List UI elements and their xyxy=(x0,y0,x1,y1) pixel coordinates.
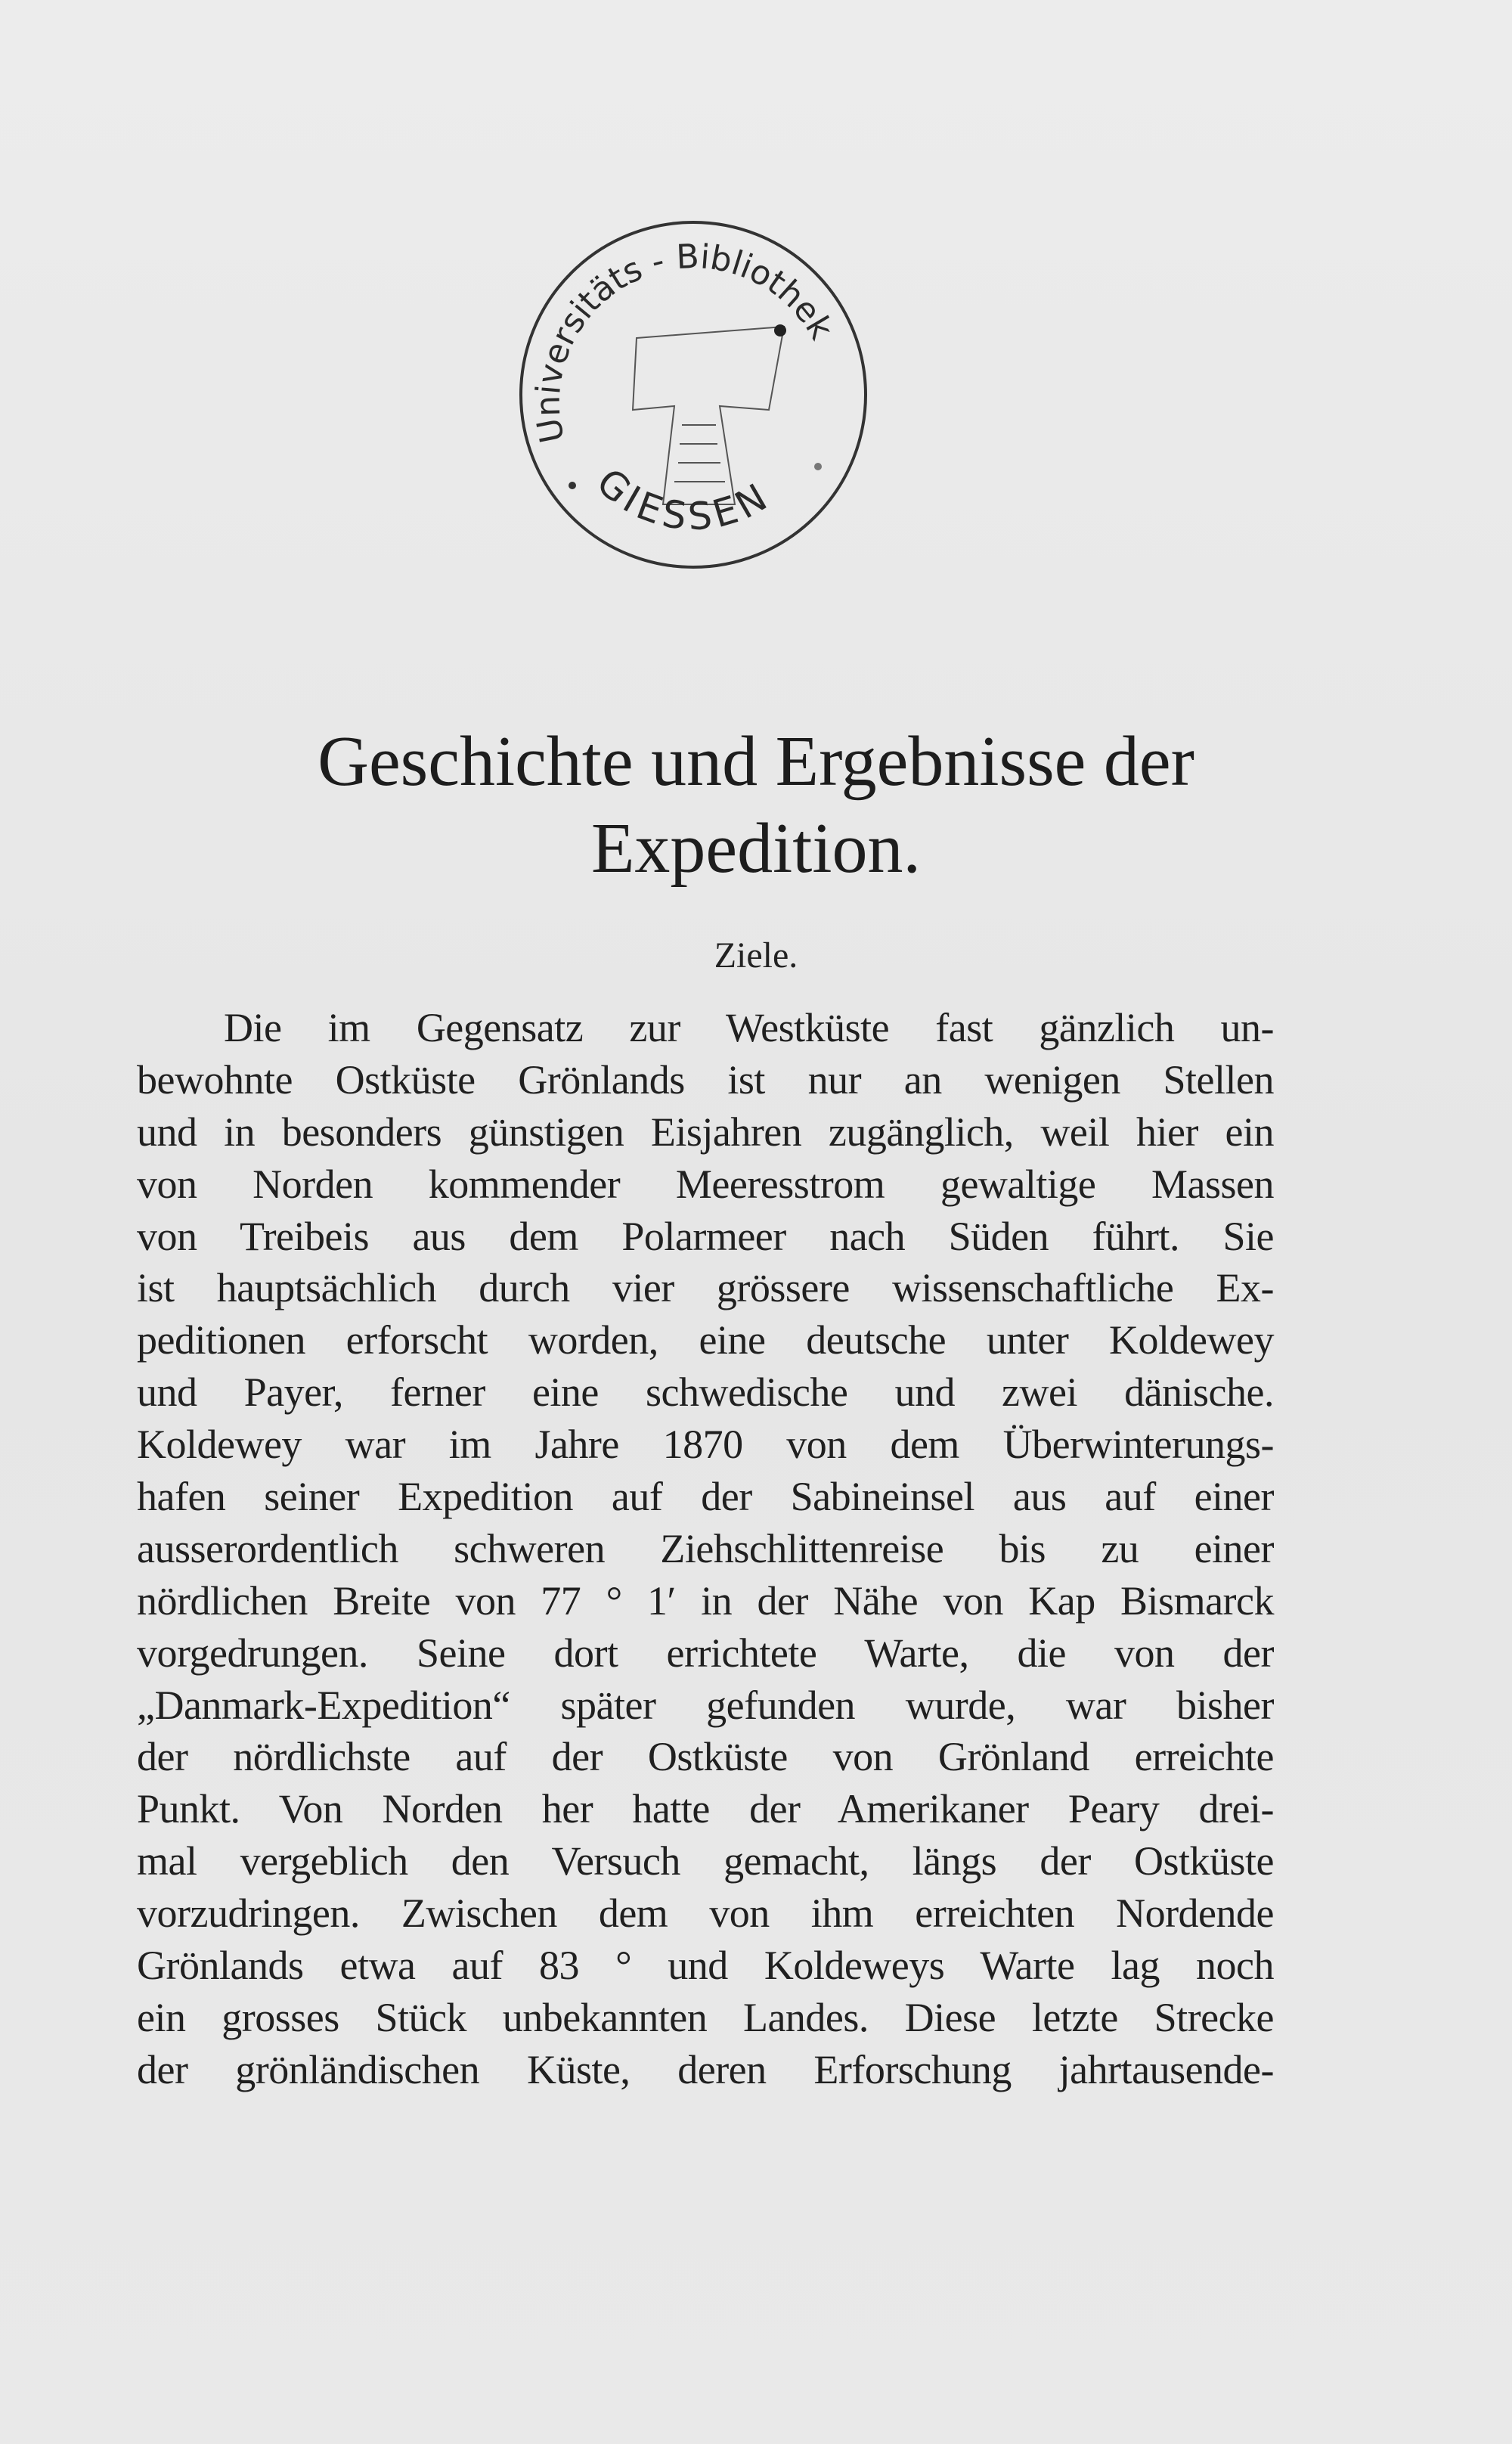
text-line: vorgedrungen. Seine dort errichtete Warte, die von der xyxy=(137,1630,1274,1676)
text-line: von Norden kommender Meeresstrom gewaltige Massen xyxy=(137,1161,1274,1207)
text-line: peditionen erforscht worden, eine deutsche unter Koldewey xyxy=(137,1317,1274,1363)
text-line: hafen seiner Expedition auf der Sabineinsel aus auf einer xyxy=(137,1474,1274,1520)
stamp-bottom-text: GIESSEN xyxy=(588,460,779,539)
svg-text:GIESSEN xyxy=(588,460,778,539)
text-line: und in besonders günstigen Eisjahren zugänglich, weil hier ein xyxy=(137,1109,1274,1155)
text-line: bewohnte Ostküste Grönlands ist nur an wenigen Stellen xyxy=(137,1056,1274,1103)
text-line: Grönlands etwa auf 83 ° und Koldeweys Warte lag noch xyxy=(137,1943,1274,1989)
text-line: von Treibeis aus dem Polarmeer nach Süden führt. Sie xyxy=(137,1213,1274,1259)
text-line: Die im Gegensatz zur Westküste fast gänzlich un- xyxy=(224,1005,1274,1050)
stamp-top-text: Universitäts - Bibliothek xyxy=(528,237,841,446)
text-line: vorzudringen. Zwischen dem von ihm erreichten Nordende xyxy=(137,1890,1274,1937)
body-text xyxy=(137,1002,1274,2096)
text-line: der grönländischen Küste, deren Erforschung jahrtausende- xyxy=(137,2046,1274,2092)
section-heading: Ziele. xyxy=(714,935,798,975)
text-line: ausserordentlich schweren Ziehschlittenreise bis zu einer xyxy=(137,1525,1274,1571)
text-line: ist hauptsächlich durch vier grössere wissenschaftliche Ex- xyxy=(137,1265,1274,1311)
text-line: der nördlichste auf der Ostküste von Grönland erreichte xyxy=(137,1734,1274,1780)
text-line: ein grosses Stück unbekannten Landes. Diese letzte Strecke xyxy=(137,1994,1274,2040)
text-line: Punkt. Von Norden her hatte der Amerikaner Peary drei- xyxy=(137,1786,1274,1832)
chapter-title-line-1: Geschichte und Ergebnisse der xyxy=(318,722,1194,801)
text-line: nördlichen Breite von 77 ° 1′ in der Nähe von Kap Bismarck xyxy=(137,1577,1274,1624)
text-line: mal vergeblich den Versuch gemacht, längs der Ostküste xyxy=(137,1838,1274,1884)
chapter-title-line-2: Expedition. xyxy=(591,809,921,888)
text-line: Koldewey war im Jahre 1870 von dem Überwinterungs- xyxy=(137,1422,1274,1468)
text-line: „Danmark-Expedition“ später gefunden wurde, war bisher xyxy=(137,1682,1274,1728)
text-line: und Payer, ferner eine schwedische und zwei dänische. xyxy=(137,1369,1274,1416)
library-stamp xyxy=(512,213,875,576)
